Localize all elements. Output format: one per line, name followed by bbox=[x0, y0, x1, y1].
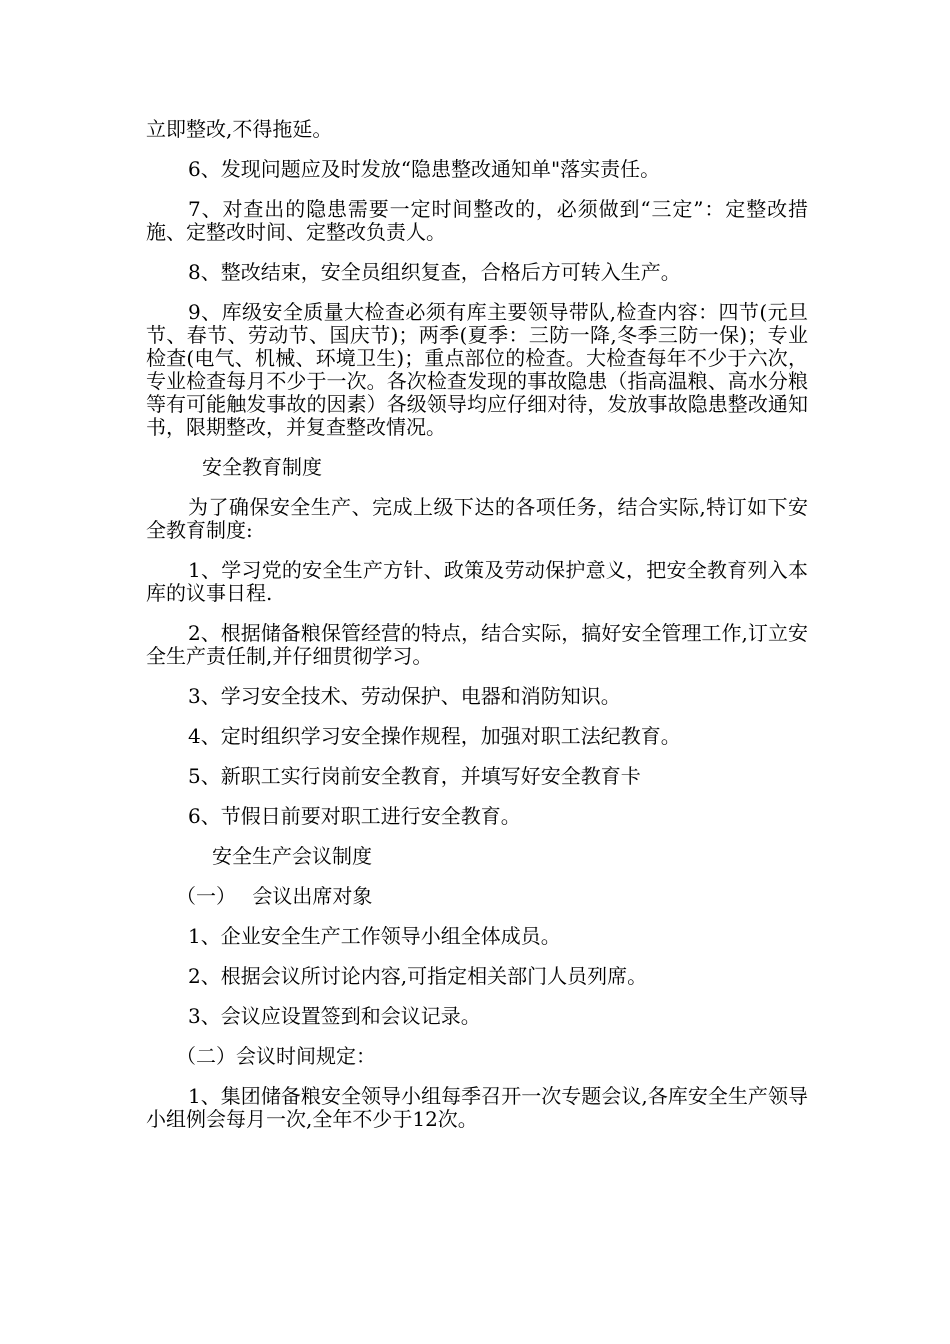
section-title-safety-education: 安全教育制度 bbox=[202, 455, 322, 479]
paragraph-item-7: 7、对查出的隐患需要一定时间整改的，必须做到“三定”：定整改措施、定整改时间、定整改负责人。 bbox=[146, 197, 808, 244]
paragraph-education-4: 4、定时组织学习安全操作规程，加强对职工法纪教育。 bbox=[188, 724, 681, 748]
paragraph-item-6: 6、发现问题应及时发放“隐患整改通知单"落实责任。 bbox=[188, 157, 661, 181]
paragraph-education-intro: 为了确保安全生产、完成上级下达的各项任务，结合实际,特订如下安全教育制度: bbox=[146, 495, 808, 542]
paragraph-meeting-time-1: 1、集团储备粮安全领导小组每季召开一次专题会议,各库安全生产领导小组例会每月一次,全年不少于12次。 bbox=[146, 1084, 808, 1131]
paragraph-attendees-1: 1、企业安全生产工作领导小组全体成员。 bbox=[188, 924, 561, 948]
document-body bbox=[146, 118, 808, 1131]
paragraph-education-6: 6、节假日前要对职工进行安全教育。 bbox=[188, 804, 521, 828]
paragraph-continuation: 立即整改,不得拖延。 bbox=[146, 117, 333, 141]
section-title-safety-meeting: 安全生产会议制度 bbox=[212, 844, 372, 868]
paragraph-attendees-3: 3、会议应设置签到和会议记录。 bbox=[188, 1004, 481, 1028]
subsection-attendees: （一） 会议出席对象 bbox=[176, 884, 373, 908]
paragraph-education-1: 1、学习党的安全生产方针、政策及劳动保护意义，把安全教育列入本库的议事日程. bbox=[146, 558, 808, 605]
paragraph-item-9: 9、库级安全质量大检查必须有库主要领导带队,检查内容：四节(元旦节、春节、劳动节、国庆节)；两季(夏季：三防一降,冬季三防一保)；专业检查(电气、机械、环境卫生)；重点部位的检查。大检查每年不少于六次，专业检查每月不少于一次。各次检查发现的事故隐患（指高温粮、高水分粮等有可能触发事故的因素）各级领导均应仔细对待，发放事故隐患整改通知书，限期整改，并复查整改情况。 bbox=[146, 300, 808, 439]
paragraph-attendees-2: 2、根据会议所讨论内容,可指定相关部门人员列席。 bbox=[188, 964, 648, 988]
paragraph-education-3: 3、学习安全技术、劳动保护、电器和消防知识。 bbox=[188, 684, 621, 708]
paragraph-education-5: 5、新职工实行岗前安全教育，并填写好安全教育卡 bbox=[188, 764, 641, 788]
subsection-meeting-time: （二）会议时间规定： bbox=[176, 1044, 376, 1068]
paragraph-education-2: 2、根据储备粮保管经营的特点，结合实际，搞好安全管理工作,订立安全生产责任制,并仔细贯彻学习。 bbox=[146, 621, 808, 668]
paragraph-item-8: 8、整改结束，安全员组织复查，合格后方可转入生产。 bbox=[188, 260, 681, 284]
